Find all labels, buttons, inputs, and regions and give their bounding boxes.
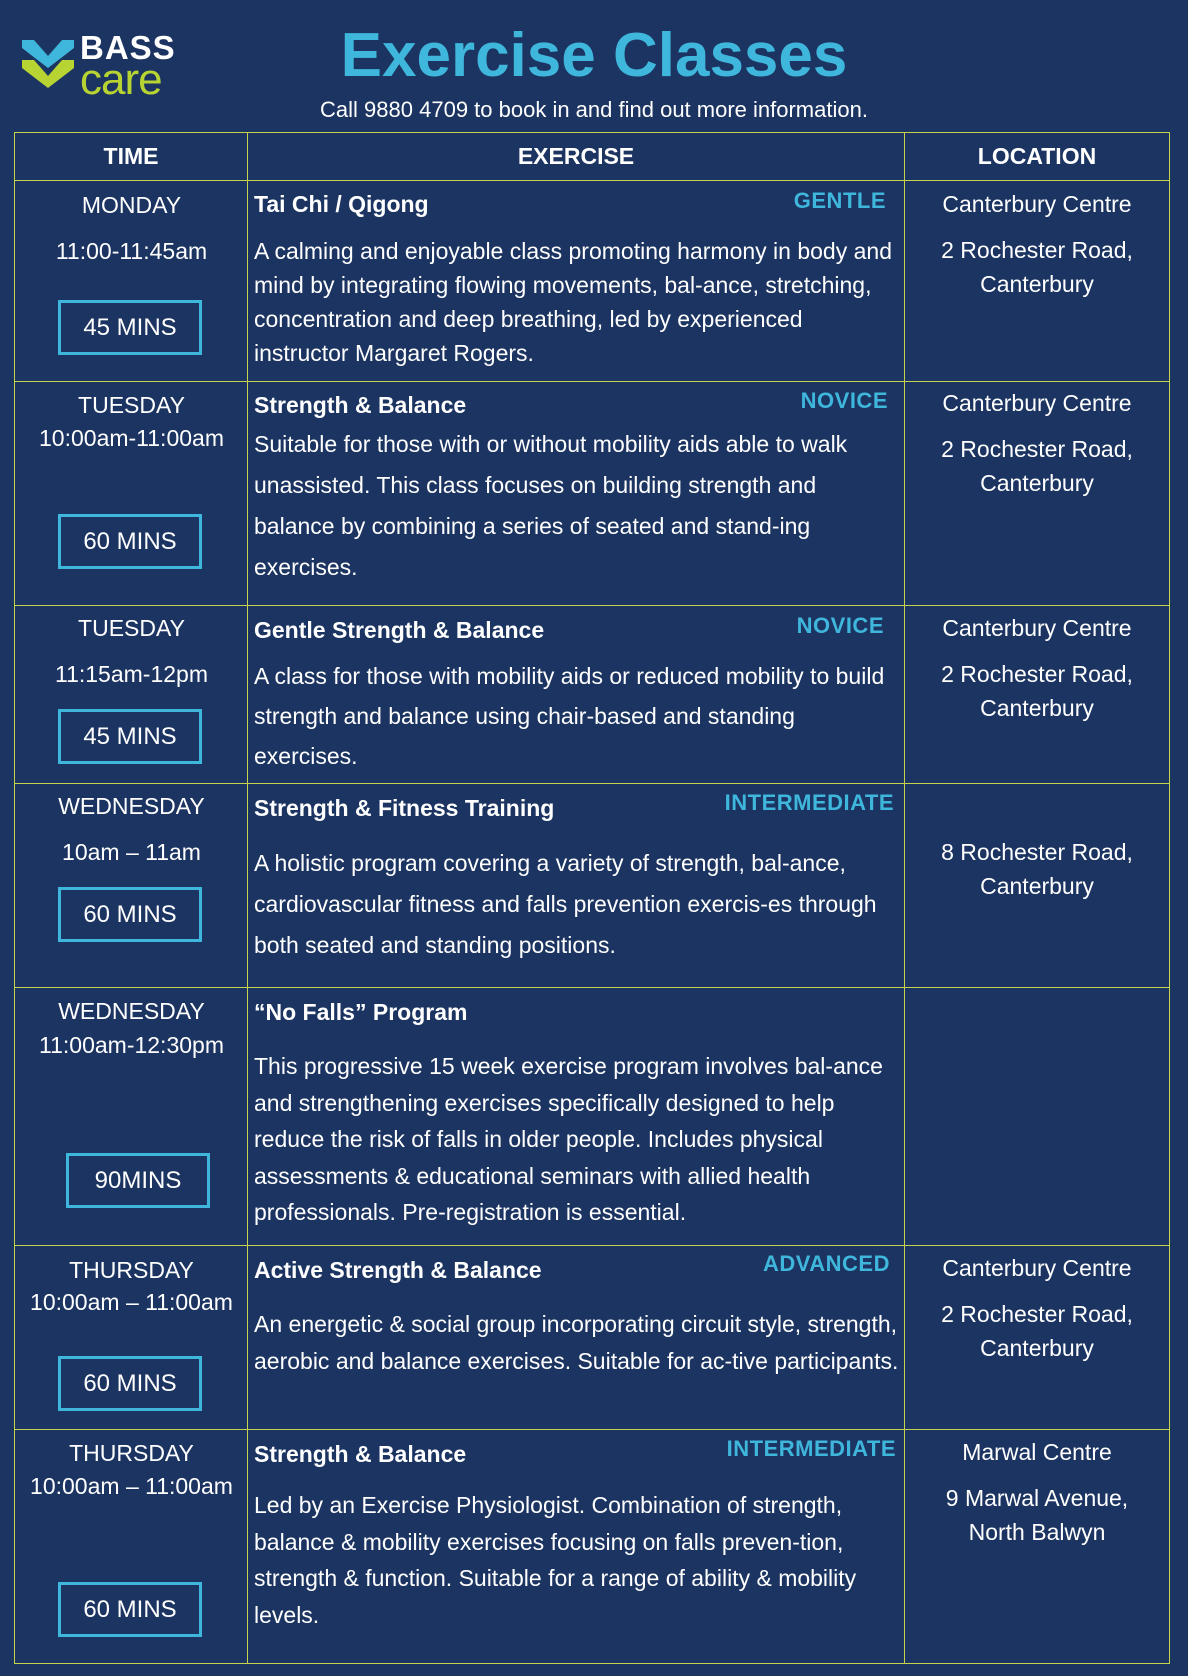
location-cell bbox=[905, 382, 1169, 605]
location-centre: Canterbury Centre bbox=[942, 191, 1132, 217]
location-cell bbox=[905, 1430, 1169, 1663]
class-level: GENTLE bbox=[793, 188, 886, 213]
class-name: Gentle Strength & Balance bbox=[254, 617, 545, 643]
logo-text-care: care bbox=[80, 55, 162, 104]
exercise-cell bbox=[248, 382, 905, 605]
class-day: THURSDAY bbox=[69, 1440, 194, 1466]
table-row bbox=[14, 784, 1170, 988]
class-description: An energetic & social group incorporating circuit style, strength, aerobic and balance exercises. Suitable for ac-tive participants. bbox=[254, 1311, 899, 1374]
location-suburb: Canterbury bbox=[980, 271, 1094, 297]
table-row bbox=[14, 181, 1170, 382]
time-cell bbox=[15, 988, 248, 1245]
duration-badge: 60 MINS bbox=[58, 1356, 202, 1411]
location-centre: Marwal Centre bbox=[962, 1439, 1112, 1465]
class-name: Strength & Balance bbox=[254, 1441, 467, 1467]
location-cell bbox=[905, 988, 1169, 1245]
time-cell bbox=[15, 382, 248, 605]
class-day: TUESDAY bbox=[78, 392, 185, 418]
location-suburb: Canterbury bbox=[980, 695, 1094, 721]
exercise-cell bbox=[248, 1430, 905, 1663]
location-suburb: Canterbury bbox=[980, 1335, 1094, 1361]
class-day: TUESDAY bbox=[78, 615, 185, 641]
page-title: Exercise Classes bbox=[340, 21, 848, 90]
class-hours: 10am – 11am bbox=[62, 839, 201, 865]
location-centre: Canterbury Centre bbox=[942, 390, 1132, 416]
duration-badge: 45 MINS bbox=[58, 709, 202, 764]
location-cell bbox=[905, 1246, 1169, 1429]
class-hours: 10:00am-11:00am bbox=[39, 425, 224, 451]
exercise-cell bbox=[248, 1246, 905, 1429]
column-header-location: LOCATION bbox=[977, 143, 1097, 169]
location-street: 2 Rochester Road, bbox=[941, 237, 1133, 263]
class-day: THURSDAY bbox=[69, 1257, 194, 1283]
class-description: A calming and enjoyable class promoting harmony in body and mind by integrating flowing movements, bal-ance, stretching, concentration and deep breathing, led by experienced instructor Margaret Rogers. bbox=[254, 238, 892, 366]
exercise-cell bbox=[248, 988, 905, 1245]
duration-badge: 60 MINS bbox=[58, 1582, 202, 1637]
class-description: Led by an Exercise Physiologist. Combination of strength, balance & mobility exercises focusing on falls preven-tion, strength & function. Suitable for a range of ability & mobility levels. bbox=[254, 1492, 857, 1628]
location-street: 2 Rochester Road, bbox=[941, 436, 1133, 462]
table-row bbox=[14, 1430, 1170, 1664]
location-cell bbox=[905, 784, 1169, 987]
page-subtitle: Call 9880 4709 to book in and find out more information. bbox=[320, 97, 868, 122]
class-hours: 10:00am – 11:00am bbox=[30, 1473, 233, 1499]
table-row bbox=[14, 1246, 1170, 1430]
class-day: MONDAY bbox=[81, 192, 182, 218]
class-name: Strength & Fitness Training bbox=[254, 795, 555, 821]
location-suburb: Canterbury bbox=[980, 873, 1094, 899]
class-day: WEDNESDAY bbox=[58, 998, 205, 1024]
table-row bbox=[14, 988, 1170, 1246]
class-level: INTERMEDIATE bbox=[726, 1436, 896, 1461]
table-row bbox=[14, 382, 1170, 606]
class-description: A holistic program covering a variety of strength, bal-ance, cardiovascular fitness and falls prevention exercis-es through both seated and standing positions. bbox=[254, 850, 877, 958]
table-row bbox=[14, 606, 1170, 784]
class-hours: 11:15am-12pm bbox=[55, 661, 208, 687]
location-street: 2 Rochester Road, bbox=[941, 1301, 1133, 1327]
class-hours: 10:00am – 11:00am bbox=[30, 1289, 233, 1315]
duration-badge: 90MINS bbox=[66, 1153, 210, 1208]
duration-badge: 60 MINS bbox=[58, 514, 202, 569]
class-description: This progressive 15 week exercise program involves bal-ance and strengthening exercises specifically designed to help reduce the risk of falls in older people. Includes physical assessments & educational seminars with allied health professionals. Pre-registration is essential. bbox=[254, 1053, 883, 1225]
location-centre: Canterbury Centre bbox=[942, 615, 1132, 641]
class-description: Suitable for those with or without mobility aids able to walk unassisted. This class focuses on building strength and balance by combining a series of seated and stand-ing exercises. bbox=[254, 431, 848, 580]
table-header-row bbox=[14, 132, 1170, 181]
column-header-exercise: EXERCISE bbox=[248, 133, 905, 180]
time-cell bbox=[15, 1246, 248, 1429]
exercise-cell bbox=[248, 606, 905, 783]
class-level: NOVICE bbox=[796, 613, 884, 638]
class-name: Strength & Balance bbox=[254, 392, 467, 418]
location-centre: Canterbury Centre bbox=[942, 1255, 1132, 1281]
column-header-time: TIME bbox=[15, 133, 248, 180]
location-suburb: North Balwyn bbox=[968, 1519, 1106, 1545]
time-cell bbox=[15, 181, 248, 381]
exercise-cell bbox=[248, 784, 905, 987]
duration-badge: 45 MINS bbox=[58, 300, 202, 355]
class-name: “No Falls” Program bbox=[254, 999, 468, 1025]
class-day: WEDNESDAY bbox=[58, 793, 205, 819]
class-name: Active Strength & Balance bbox=[254, 1257, 542, 1283]
time-cell bbox=[15, 606, 248, 783]
class-description: A class for those with mobility aids or reduced mobility to build strength and balance using chair-based and standing exercises. bbox=[254, 663, 885, 769]
class-name: Tai Chi / Qigong bbox=[254, 191, 429, 217]
location-street: 2 Rochester Road, bbox=[941, 661, 1133, 687]
class-level: ADVANCED bbox=[762, 1251, 890, 1276]
class-level: INTERMEDIATE bbox=[724, 790, 894, 815]
location-cell bbox=[905, 181, 1169, 381]
location-street: 9 Marwal Avenue, bbox=[945, 1485, 1129, 1511]
duration-badge: 60 MINS bbox=[58, 887, 202, 942]
time-cell bbox=[15, 1430, 248, 1663]
class-hours: 11:00-11:45am bbox=[55, 238, 208, 264]
class-hours: 11:00am-12:30pm bbox=[39, 1032, 224, 1058]
location-suburb: Canterbury bbox=[980, 470, 1094, 496]
location-street: 8 Rochester Road, bbox=[941, 839, 1133, 865]
logo-text-bass: BASS bbox=[80, 29, 176, 66]
exercise-cell bbox=[248, 181, 905, 381]
schedule-table bbox=[14, 132, 1170, 1664]
time-cell bbox=[15, 784, 248, 987]
class-level: NOVICE bbox=[800, 388, 888, 413]
location-cell bbox=[905, 606, 1169, 783]
